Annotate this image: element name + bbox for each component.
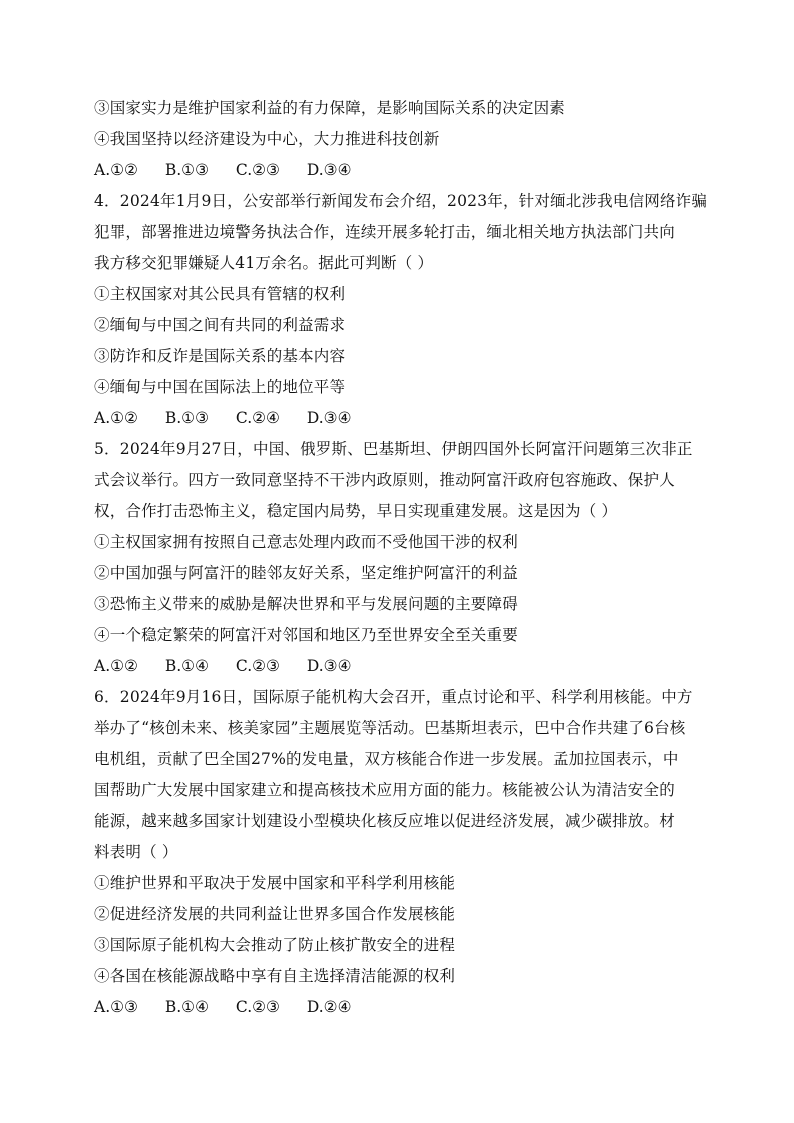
q5-stem-line-3: 权，合作打击恐怖主义，稳定国内局势，早日实现重建发展。这是因为（ ） bbox=[94, 502, 618, 520]
q4-option-c: C.②④ bbox=[235, 409, 280, 427]
page-content bbox=[94, 93, 710, 1023]
q6-item-3: ③国际原子能机构大会推动了防止核扩散安全的进程 bbox=[94, 936, 456, 954]
q3-option-d: D.③④ bbox=[306, 161, 352, 179]
q6-option-c: C.②③ bbox=[235, 998, 280, 1016]
q5-stem-line-1: 5．2024年9月27日，中国、俄罗斯、巴基斯坦、伊朗四国外长阿富汗问题第三次非正 bbox=[94, 440, 693, 458]
q6-option-d: D.②④ bbox=[306, 998, 352, 1016]
q6-option-a: A.①③ bbox=[94, 998, 138, 1016]
q5-stem-line-2: 式会议举行。四方一致同意坚持不干涉内政原则，推动阿富汗政府包容施政、保护人 bbox=[94, 471, 675, 489]
q6-stem-line-6: 料表明（ ） bbox=[94, 843, 178, 861]
q5-option-a: A.①② bbox=[94, 657, 138, 675]
q6-item-2: ②促进经济发展的共同利益让世界多国合作发展核能 bbox=[94, 905, 456, 923]
q5-item-2: ②中国加强与阿富汗的睦邻友好关系，坚定维护阿富汗的利益 bbox=[94, 564, 518, 582]
q6-options bbox=[94, 992, 710, 1023]
q3-item-3: ③国家实力是维护国家利益的有力保障，是影响国际关系的决定因素 bbox=[94, 99, 566, 117]
q5-item-4: ④一个稳定繁荣的阿富汗对邻国和地区乃至世界安全至关重要 bbox=[94, 626, 518, 644]
q5-option-b: B.①④ bbox=[164, 657, 209, 675]
q4-item-1: ①主权国家对其公民具有管辖的权利 bbox=[94, 285, 346, 303]
q3-option-b: B.①③ bbox=[164, 161, 209, 179]
q4-stem-line-1: 4．2024年1月9日，公安部举行新闻发布会介绍，2023年，针对缅北涉我电信网络诈骗 bbox=[94, 192, 708, 210]
q6-item-4: ④各国在核能源战略中享有自主选择清洁能源的权利 bbox=[94, 967, 456, 985]
q6-option-b: B.①④ bbox=[164, 998, 209, 1016]
q4-stem-line-2: 犯罪，部署推进边境警务执法合作，连续开展多轮打击，缅北相关地方执法部门共向 bbox=[94, 223, 675, 241]
q4-options bbox=[94, 403, 710, 434]
q6-stem-line-1: 6．2024年9月16日，国际原子能机构大会召开，重点讨论和平、科学利用核能。中方 bbox=[94, 688, 693, 706]
q3-options bbox=[94, 155, 710, 186]
q4-item-2: ②缅甸与中国之间有共同的利益需求 bbox=[94, 316, 346, 334]
q6-item-1: ①维护世界和平取决于发展中国家和平科学利用核能 bbox=[94, 874, 456, 892]
q3-option-c: C.②③ bbox=[235, 161, 280, 179]
q3-option-a: A.①② bbox=[94, 161, 138, 179]
q5-option-d: D.③④ bbox=[306, 657, 352, 675]
q5-options bbox=[94, 651, 710, 682]
q4-item-3: ③防诈和反诈是国际关系的基本内容 bbox=[94, 347, 346, 365]
q4-option-b: B.①③ bbox=[164, 409, 209, 427]
q3-item-4: ④我国坚持以经济建设为中心，大力推进科技创新 bbox=[94, 130, 440, 148]
q6-stem-line-5: 能源，越来越多国家计划建设小型模块化核反应堆以促进经济发展，减少碳排放。材 bbox=[94, 812, 675, 830]
q4-stem-line-3: 我方移交犯罪嫌疑人41万余名。据此可判断（ ） bbox=[94, 254, 434, 272]
q6-stem-line-3: 电机组，贡献了巴全国27%的发电量，双方核能合作进一步发展。孟加拉国表示，中 bbox=[94, 750, 679, 768]
q5-item-3: ③恐怖主义带来的威胁是解决世界和平与发展问题的主要障碍 bbox=[94, 595, 518, 613]
q4-option-d: D.③④ bbox=[306, 409, 352, 427]
q6-stem-line-4: 国帮助广大发展中国家建立和提高核技术应用方面的能力。核能被公认为清洁安全的 bbox=[94, 781, 675, 799]
q4-item-4: ④缅甸与中国在国际法上的地位平等 bbox=[94, 378, 346, 396]
q6-stem-line-2: 举办了“核创未来、核美家园”主题展览等活动。巴基斯坦表示，巴中合作共建了6台核 bbox=[94, 719, 686, 737]
q4-option-a: A.①② bbox=[94, 409, 138, 427]
q5-option-c: C.②③ bbox=[235, 657, 280, 675]
q5-item-1: ①主权国家拥有按照自己意志处理内政而不受他国干涉的权利 bbox=[94, 533, 518, 551]
